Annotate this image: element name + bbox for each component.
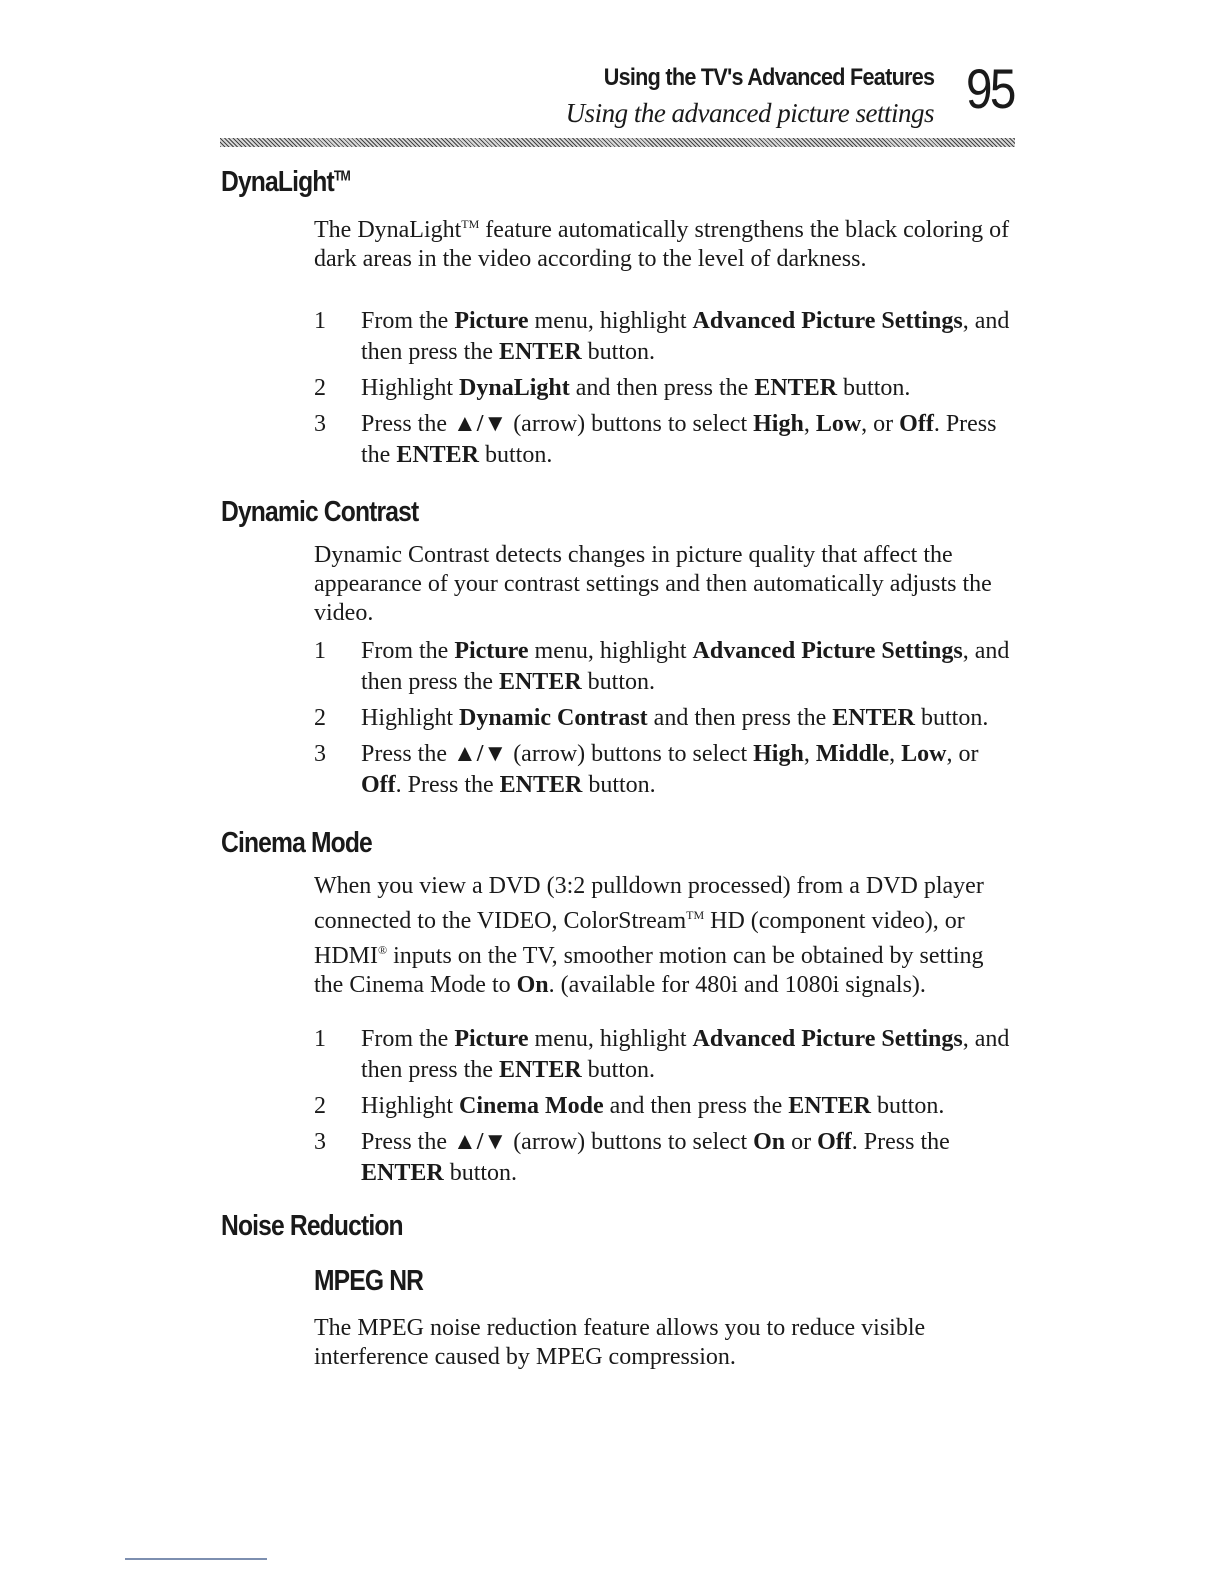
mpeg-nr-description: The MPEG noise reduction feature allows you to reduce visible interference caused by MPEG compression.: [314, 1315, 926, 1370]
heading-dynamic-contrast: Dynamic Contrast: [221, 496, 419, 528]
step-item: 1 From the Picture menu, highlight Advanced Picture Settings, and then press the ENTER button.: [314, 1026, 1010, 1083]
step-item: 1 From the Picture menu, highlight Advanced Picture Settings, and then press the ENTER button.: [314, 638, 1010, 695]
heading-noise-reduction: Noise Reduction: [221, 1210, 403, 1242]
step-item: 2 Highlight DynaLight and then press the ENTER button.: [314, 375, 911, 401]
dynalight-description: The DynaLight™ feature automatically strengthens the black coloring of dark areas in the video according to the level of darkness.: [314, 217, 1010, 272]
footnote-rule: [125, 1558, 267, 1560]
step-item: 1 From the Picture menu, highlight Advanced Picture Settings, and then press the ENTER button.: [314, 308, 1010, 365]
page-number: 95: [966, 57, 1014, 120]
dynalight-steps: [314, 306, 1014, 476]
chapter-title: Using the TV's Advanced Features: [603, 64, 934, 91]
dynamic-contrast-description: Dynamic Contrast detects changes in picture quality that affect the appearance of your contrast settings and then automatically adjusts the video.: [314, 542, 992, 626]
step-item: 3 Press the ▲/▼ (arrow) buttons to select On or Off. Press the ENTER button.: [314, 1129, 950, 1186]
heading-mpeg-nr: MPEG NR: [314, 1265, 424, 1297]
cinema-mode-description: When you view a DVD (3:2 pulldown processed) from a DVD player connected to the VIDEO, ColorStream™ HD (component video), or HDMI® inputs on the TV, smoother motion can be obtained by setting the Cinema Mode to On. (available for 480i and 1080i signals).: [314, 873, 984, 998]
page-header: [0, 0, 1224, 150]
heading-dynalight: DynaLight™: [221, 166, 350, 198]
step-item: 2 Highlight Cinema Mode and then press the ENTER button.: [314, 1093, 945, 1119]
heading-cinema-mode: Cinema Mode: [221, 827, 372, 859]
section-subtitle: Using the advanced picture settings: [565, 98, 934, 128]
cinema-mode-steps: [314, 1024, 1014, 1194]
step-item: 3 Press the ▲/▼ (arrow) buttons to select High, Low, or Off. Press the ENTER button.: [314, 411, 997, 468]
dynamic-contrast-steps: [314, 636, 1014, 806]
step-item: 3 Press the ▲/▼ (arrow) buttons to select High, Middle, Low, or Off. Press the ENTER button.: [314, 741, 979, 798]
step-item: 2 Highlight Dynamic Contrast and then press the ENTER button.: [314, 705, 989, 731]
header-rule: [220, 138, 1015, 147]
